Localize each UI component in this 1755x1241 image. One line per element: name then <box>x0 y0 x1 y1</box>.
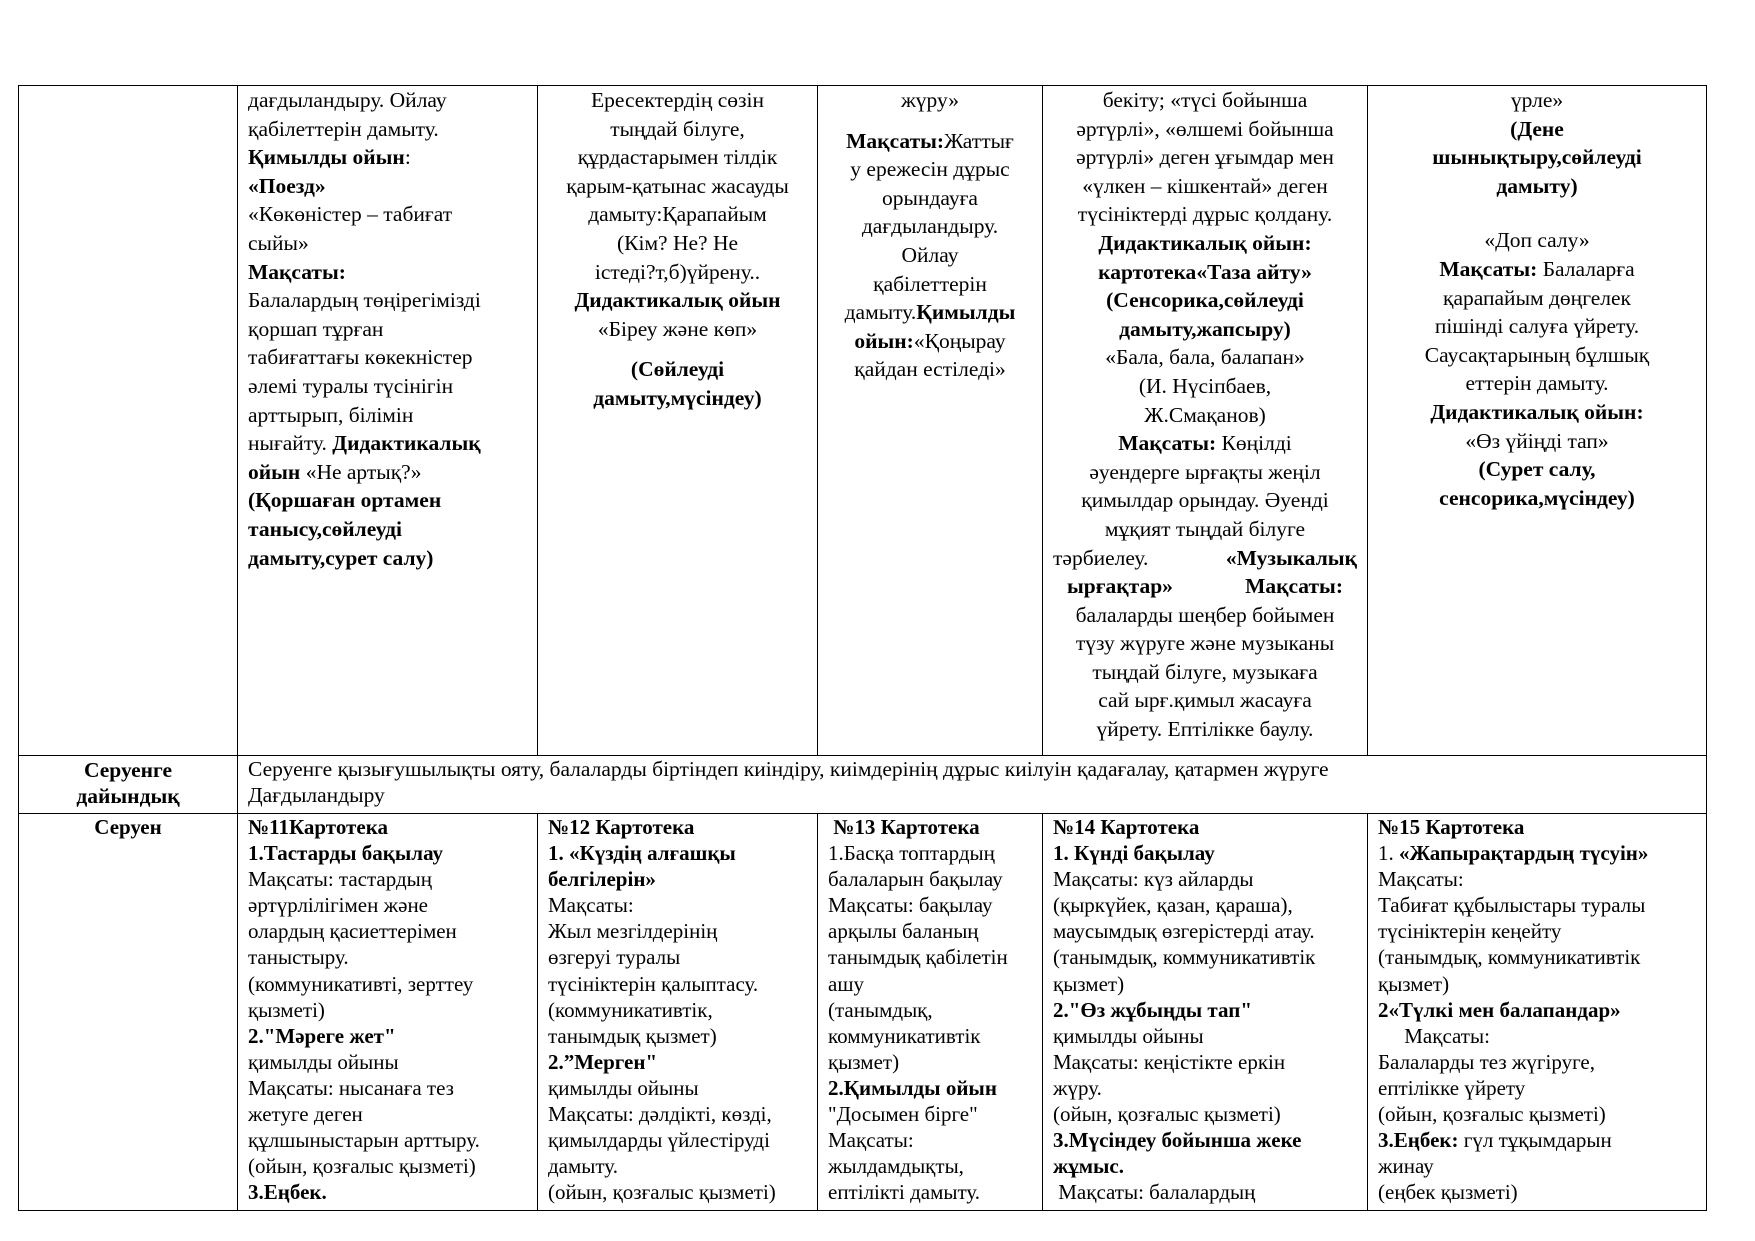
text-line: қимылдарды үйлестіруді <box>548 1128 770 1153</box>
task-title: 1.Басқа топтардың <box>828 841 995 866</box>
text-line: Табиғат құбылыстары туралы <box>1378 893 1646 918</box>
text-line: арқылы баланың <box>828 919 979 944</box>
walk-card-14 <box>1043 814 1368 1211</box>
task-title: 3.Мүсіндеу бойынша жеке <box>1053 1128 1302 1153</box>
area-line: сенсорика,мүсіндеу) <box>1439 485 1635 510</box>
game-label: картотека«Таза айту» <box>1098 259 1312 284</box>
area-line: дамыту,мүсіндеу) <box>593 385 762 410</box>
activity-cell-3 <box>818 86 1043 756</box>
game-label: Қимылды ойын: <box>248 145 411 170</box>
goal-line: табиғаттағы көкекністер <box>248 345 473 370</box>
text-line: тыңдай білуге, <box>610 116 745 141</box>
task-title: балаларын бақылау <box>828 867 1003 892</box>
goal-line: әуендерге ырғақты жеңіл <box>1089 459 1321 484</box>
goal-line: сай ырғ.қимыл жасауға <box>1098 688 1312 713</box>
walk-label <box>19 814 238 1211</box>
game-line: ойын:«Қоңырау <box>854 328 1006 353</box>
goal-line: Саусақтарының бұлшық <box>1424 342 1650 367</box>
task-title: 3.Еңбек. <box>248 1180 327 1205</box>
game-name: «Өз үйіңді тап» <box>1465 428 1609 453</box>
goal-line: тыңдай білуге, музыкаға <box>1092 659 1318 684</box>
text-line: әртүрлі» деген ұғымдар мен <box>1076 145 1334 170</box>
text-line: түсініктерін кеңейту <box>1378 919 1562 944</box>
goal-line: Мақсаты:Жаттығ <box>846 128 1014 153</box>
text-line: (ойын, қозғалыс қызметі) <box>1378 1102 1606 1127</box>
task-title: 2."Мәреге жет" <box>248 1023 396 1048</box>
text-line: сыйы» <box>248 230 309 255</box>
goal-line: Балалардың төңірегімізді <box>248 288 481 313</box>
task-title: жұмыс. <box>1053 1154 1124 1179</box>
goal-line: дамыту.Қимылды <box>844 300 1016 325</box>
daily-plan-table <box>18 85 1707 1211</box>
walk-row <box>19 814 1707 1211</box>
text-line: түсініктерін қалыптасу. <box>548 971 759 996</box>
text-line: Мақсаты: <box>1378 1023 1490 1048</box>
text-line: Дағдыландыру <box>248 783 385 807</box>
goal-label: Мақсаты: <box>248 259 346 284</box>
label-line: Серуенге <box>83 758 173 782</box>
text-line: танымдық қызмет) <box>548 1023 717 1048</box>
area-line: дамыту,жапсыру) <box>1119 316 1291 341</box>
text-line: маусымдық өзгерістерді атау. <box>1053 919 1315 944</box>
text-line: "Досымен бірге" <box>828 1102 978 1127</box>
text-line: қимылды ойыны <box>1053 1023 1204 1048</box>
text-line: қарым-қатынас жасауды <box>566 173 789 198</box>
goal-line: қимылдар орындау. Әуенді <box>1081 488 1329 513</box>
text-line: бекіту; «түсі бойынша <box>1102 88 1308 112</box>
text-line: қабілеттерін дамыту. <box>248 116 439 141</box>
task-title: 1. «Жапырақтардың түсуін» <box>1378 841 1649 866</box>
goal-line: мұқият тыңдай білуге <box>1104 516 1306 541</box>
text-line: ептілікке үйрету <box>1378 1075 1526 1100</box>
goal-line: тәрбиелеу. «Музыкалық <box>1053 545 1357 570</box>
text-line: қызметі) <box>248 997 325 1022</box>
task-title: 2.”Мерген" <box>548 1049 658 1074</box>
area-line: дамыту) <box>1496 173 1578 198</box>
goal-line: түзу жүруге және музыканы <box>1075 631 1335 656</box>
goal-line: еттерін дамыту. <box>1465 371 1609 396</box>
walk-prep-label <box>19 756 238 814</box>
text-line: Жыл мезгілдерінің <box>548 919 718 944</box>
goal-line: үйрету. Ептілікке баулу. <box>1096 717 1314 742</box>
text-line: (коммуникативтік, <box>548 997 713 1022</box>
text-line: (қыркүйек, қазан, қараша), <box>1053 893 1293 918</box>
text-line: (ойын, қозғалыс қызметі) <box>248 1154 476 1179</box>
text-line: танымдық қабілетін <box>828 945 1008 970</box>
text-line: Мақсаты: кеңістікте еркін <box>1053 1049 1286 1074</box>
text-line: жинау <box>1378 1154 1434 1179</box>
text-line: (ойын, қозғалыс қызметі) <box>548 1180 776 1205</box>
text-line: (ойын, қозғалыс қызметі) <box>1053 1102 1281 1127</box>
task-title: 2.Қимылды ойын <box>828 1075 997 1100</box>
game-label: Дидактикалық ойын <box>574 288 781 313</box>
text-line: таныстыру. <box>248 945 349 970</box>
walk-card-13 <box>818 814 1043 1211</box>
goal-line: арттырып, білімін <box>248 402 414 427</box>
text-line: әртүрлі», «өлшемі бойынша <box>1076 116 1334 141</box>
text-line: (еңбек қызметі) <box>1378 1180 1518 1205</box>
card-title: №13 Картотека <box>828 815 980 839</box>
text-line: қимылды ойыны <box>548 1075 699 1100</box>
walk-card-11 <box>238 814 538 1211</box>
goal-line: қарапайым дөңгелек <box>1443 285 1631 310</box>
text-line: жылдамдықты, <box>828 1154 964 1179</box>
text-line: құлшыныстарын арттыру. <box>248 1128 480 1153</box>
text-line: жүру. <box>1053 1075 1102 1100</box>
goal-line: Мақсаты: Балаларға <box>1439 256 1635 281</box>
goal-line: қабілеттерін <box>873 271 987 296</box>
text-line: Мақсаты: <box>1378 867 1464 892</box>
area-line: шынықтыру,сөйлеуді <box>1432 145 1642 170</box>
goal-line: нығайту. Дидактикалық <box>248 431 481 456</box>
area-line: дамыту,сурет салу) <box>248 545 434 570</box>
game-line: қайдан естіледі» <box>854 357 1006 382</box>
text-line: Мақсаты: тастардың <box>248 867 433 892</box>
task-title: 1. «Күздің алғашқы <box>548 841 736 866</box>
task-title: 1. Күнді бақылау <box>1053 841 1215 866</box>
text-line: істеді?т,б)үйрену.. <box>594 259 761 284</box>
text-line: ашу <box>828 971 864 996</box>
card-title: №15 Картотека <box>1378 815 1525 839</box>
activity-cell-4 <box>1043 86 1368 756</box>
area-line: (Дене <box>1510 116 1564 141</box>
goal-line: Ойлау <box>901 242 959 267</box>
text-line: құрдастарымен тілдік <box>577 145 778 170</box>
walk-prep-row <box>19 756 1707 814</box>
text-line: (танымдық, коммуникативтік <box>1053 945 1316 970</box>
game-name: «Поезд» <box>248 173 326 198</box>
text-line: «Көкөністер – табиғат <box>248 202 453 227</box>
document-page <box>18 85 1706 1211</box>
game-name: «Біреу және көп» <box>597 316 758 341</box>
activity-cell-1 <box>238 86 538 756</box>
task-title: 1.Тастарды бақылау <box>248 841 444 866</box>
goal-line: дағдыландыру. <box>861 214 999 239</box>
text-line: қимылды ойыны <box>248 1049 399 1074</box>
text-line: дағдыландыру. Ойлау <box>248 88 447 112</box>
task-title: 2."Өз жұбыңды тап" <box>1053 997 1252 1022</box>
activities-row <box>19 86 1707 756</box>
song-line: (И. Нүсіпбаев, <box>1138 373 1272 398</box>
card-title: №12 Картотека <box>548 815 695 839</box>
text-line: үрле» <box>1510 88 1564 112</box>
area-line: (Сурет салу, <box>1478 457 1596 482</box>
text-line: ептілікті дамыту. <box>828 1180 981 1205</box>
game-label: Дидактикалық ойын: <box>1098 230 1312 255</box>
text-line: Мақсаты: <box>828 1128 914 1153</box>
card-title: №11Картотека <box>248 815 388 839</box>
text-line: (Кім? Не? Не <box>616 230 739 255</box>
text-line: (танымдық, <box>828 997 933 1022</box>
area-line: (Сөйлеуді <box>630 357 725 382</box>
text-line: қызмет) <box>1378 971 1450 996</box>
walk-prep-text <box>238 756 1707 814</box>
area-line: (Сенсорика,сөйлеуді <box>1106 288 1304 313</box>
goal-line: ырғақтар» Мақсаты: <box>1067 574 1343 599</box>
walk-card-12 <box>538 814 818 1211</box>
task-title: 2«Түлкі мен балапандар» <box>1378 997 1621 1022</box>
goal-line: балаларды шеңбер бойымен <box>1075 602 1335 627</box>
activity-cell-2 <box>538 86 818 756</box>
text-line: қызмет) <box>1053 971 1125 996</box>
text-line: Мақсаты: күз айларды <box>1053 867 1254 892</box>
song-line: Ж.Смақанов) <box>1144 402 1266 427</box>
task-title: 3.Еңбек: гүл тұқымдарын <box>1378 1128 1612 1153</box>
row-label-empty <box>19 86 238 756</box>
text-line: (коммуникативті, зерттеу <box>248 971 474 996</box>
goal-line: ойын «Не артық?» <box>248 459 422 484</box>
area-line: танысу,сөйлеуді <box>248 516 402 541</box>
label-line: Серуен <box>94 815 162 839</box>
text-line: жетуге деген <box>248 1102 363 1127</box>
text-line: (танымдық, коммуникативтік <box>1378 945 1641 970</box>
goal-line: орындауға <box>882 185 978 210</box>
text-line: Ересектердің сөзін <box>591 88 764 112</box>
text-line: «үлкен – кішкентай» деген <box>1082 173 1328 198</box>
text-line: Балаларды тез жүгіруге, <box>1378 1049 1596 1074</box>
goal-line: у ережесін дұрыс <box>850 157 1010 182</box>
goal-line: әлемі туралы түсінігін <box>248 373 454 398</box>
goal-line: пішінді салуға үйрету. <box>1434 314 1640 339</box>
goal-line: қоршап тұрған <box>248 316 384 341</box>
walk-card-15 <box>1368 814 1707 1211</box>
text-line: дамыту:Қарапайым <box>588 202 767 227</box>
text-line: Мақсаты: нысанаға тез <box>248 1075 454 1100</box>
label-line: дайындық <box>76 783 180 808</box>
goal-line: Мақсаты: Көңілді <box>1118 431 1292 456</box>
task-title: белгілерін» <box>548 867 656 892</box>
text-line: дамыту. <box>548 1154 618 1179</box>
text-line: әртүрлілігімен және <box>248 893 429 918</box>
text-line: Мақсаты: бақылау <box>828 893 993 918</box>
text-line: коммуникативтік <box>828 1023 981 1048</box>
text-line: Серуенге қызығушылықты ояту, балаларды біртіндеп киіндіру, киімдерінің дұрыс киілуін қадағалау, қатармен жүруге <box>248 757 1329 781</box>
song-line: «Бала, бала, балапан» <box>1105 345 1305 370</box>
text-line: жүру» <box>900 88 960 112</box>
area-line: (Қоршаған ортамен <box>248 488 442 513</box>
game-name: «Доп салу» <box>1484 228 1590 253</box>
text-line: өзгеруі туралы <box>548 945 681 970</box>
activity-cell-5 <box>1368 86 1707 756</box>
text-line: олардың қасиеттерімен <box>248 919 457 944</box>
game-label: Дидактикалық ойын: <box>1430 399 1644 424</box>
text-line: түсініктерді дұрыс қолдану. <box>1077 202 1333 227</box>
text-line: Мақсаты: <box>548 893 634 918</box>
text-line: Мақсаты: балалардың <box>1053 1180 1256 1205</box>
text-line: қызмет) <box>828 1049 900 1074</box>
card-title: №14 Картотека <box>1053 815 1200 839</box>
text-line: Мақсаты: дәлдікті, көзді, <box>548 1102 772 1127</box>
